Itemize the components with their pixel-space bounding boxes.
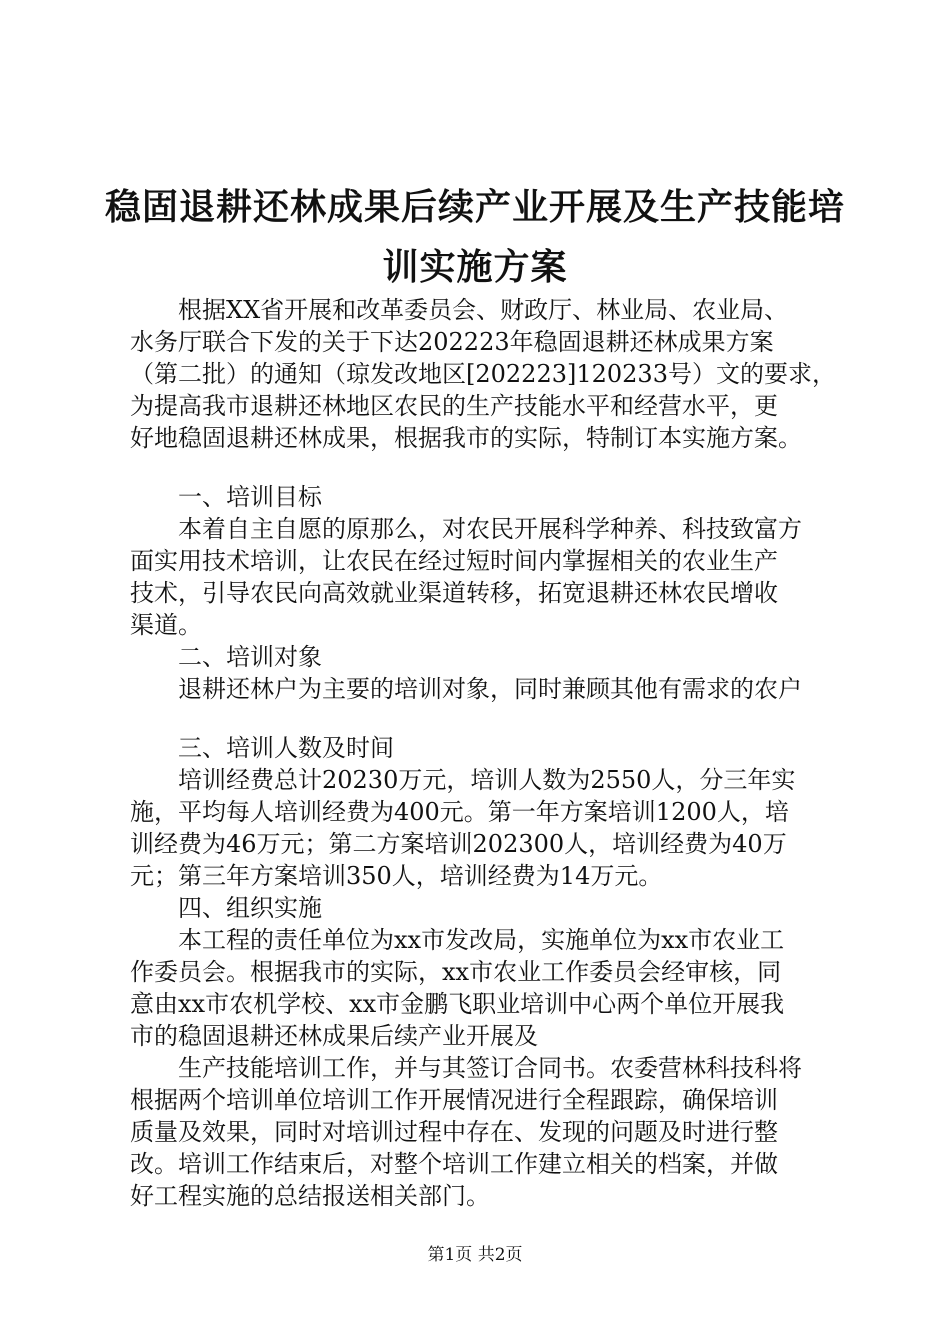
body-line: 本工程的责任单位为xx市发改局，实施单位为xx市农业工 xyxy=(178,926,785,954)
body-line: 本着自主自愿的原那么，对农民开展科学种养、科技致富方 xyxy=(178,515,802,543)
body-line: 好地稳固退耕还林成果，根据我市的实际，特制订本实施方案。 xyxy=(130,424,802,452)
page-footer: 第1页 共2页 xyxy=(427,1245,523,1265)
body-line: 退耕还林户为主要的培训对象，同时兼顾其他有需求的农户 xyxy=(178,675,802,703)
section-heading: 二、培训对象 xyxy=(178,643,322,671)
body-line: 水务厅联合下发的关于下达202223年稳固退耕还林成果方案 xyxy=(130,328,774,356)
document-title-line-1: 稳固退耕还林成果后续产业开展及生产技能培 xyxy=(104,187,845,228)
body-line: 根据XX省开展和改革委员会、财政厅、林业局、农业局、 xyxy=(178,296,789,324)
body-line: （第二批）的通知（琼发改地区[202223]120233号）文的要求， xyxy=(130,360,836,388)
body-line: 施，平均每人培训经费为400元。第一年方案培训1200人，培 xyxy=(130,798,789,826)
body-line: 作委员会。根据我市的实际，xx市农业工作委员会经审核，同 xyxy=(130,958,782,986)
section-heading: 三、培训人数及时间 xyxy=(178,734,394,762)
document-title-line-2: 训实施方案 xyxy=(382,247,568,288)
section-heading: 一、培训目标 xyxy=(178,483,322,511)
body-line: 元；第三年方案培训350人，培训经费为14万元。 xyxy=(130,862,663,890)
body-line: 技术，引导农民向高效就业渠道转移，拓宽退耕还林农民增收 xyxy=(130,579,778,607)
body-line: 改。培训工作结束后，对整个培训工作建立相关的档案，并做 xyxy=(130,1150,778,1178)
body-line: 根据两个培训单位培训工作开展情况进行全程跟踪，确保培训 xyxy=(130,1086,778,1114)
body-line: 生产技能培训工作，并与其签订合同书。农委营林科技科将 xyxy=(178,1054,802,1082)
body-line: 市的稳固退耕还林成果后续产业开展及 xyxy=(130,1022,538,1050)
body-line: 质量及效果，同时对培训过程中存在、发现的问题及时进行整 xyxy=(130,1118,778,1146)
body-line: 为提高我市退耕还林地区农民的生产技能水平和经营水平，更 xyxy=(130,392,778,420)
body-line: 培训经费总计20230万元，培训人数为2550人，分三年实 xyxy=(178,766,796,794)
body-line: 渠道。 xyxy=(130,611,202,639)
section-heading: 四、组织实施 xyxy=(178,894,322,922)
body-line: 训经费为46万元；第二方案培训202300人，培训经费为40万 xyxy=(130,830,787,858)
body-line: 好工程实施的总结报送相关部门。 xyxy=(130,1182,490,1210)
body-line: 意由xx市农机学校、xx市金鹏飞职业培训中心两个单位开展我 xyxy=(130,990,785,1018)
body-line: 面实用技术培训，让农民在经过短时间内掌握相关的农业生产 xyxy=(130,547,778,575)
